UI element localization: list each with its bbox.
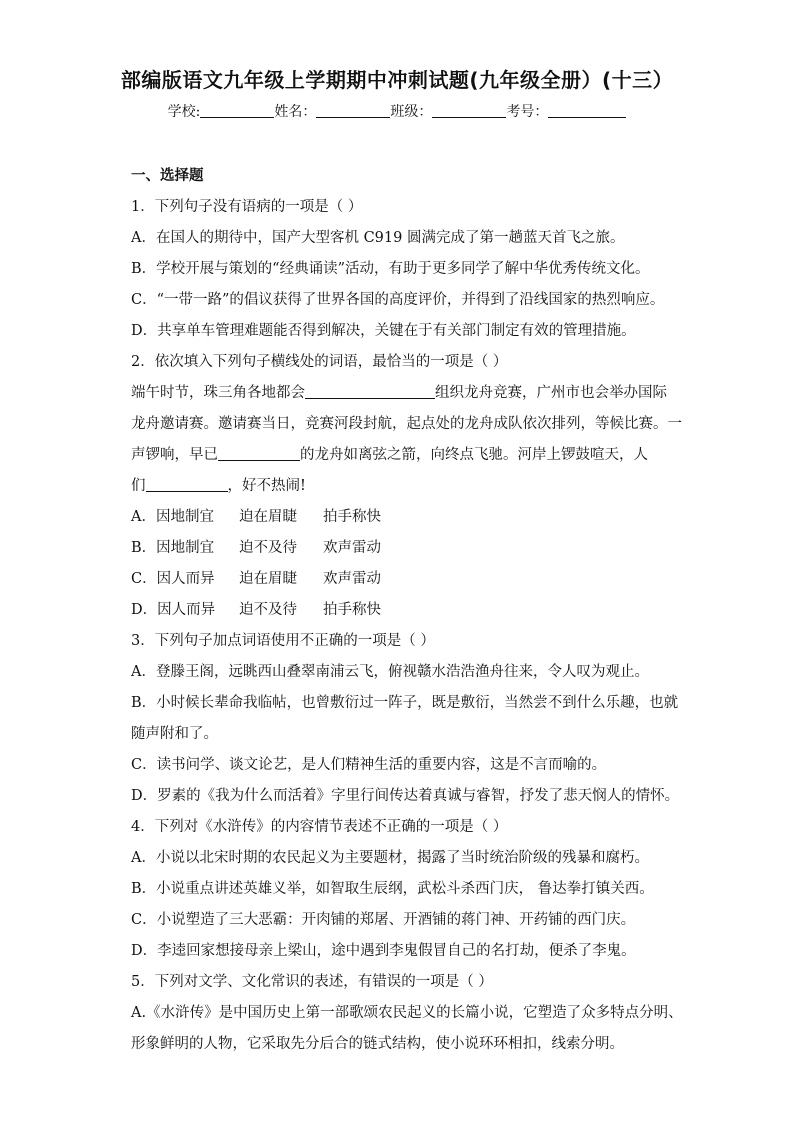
q4-option-a: A．小说以北宋时期的农民起义为主要题材，揭露了当时统治阶级的残暴和腐朽。 <box>131 850 649 866</box>
option-word: B．因地制宜 <box>131 540 215 556</box>
q5-option-a-cont: 形象鲜明的人物，它采取先分后合的链式结构，使小说环环相扣，线索分明。 <box>131 1036 624 1052</box>
q2-passage-text: 的龙舟如离弦之箭，向终点飞驰。河岸上锣鼓喧天，人 <box>300 447 648 463</box>
q1-stem: 1．下列句子没有语病的一项是（ ） <box>131 199 363 215</box>
q3-option-b: B．小时候长辈命我临帖，也曾敷衍过一阵子，既是敷衍，当然尝不到什么乐趣，也就 <box>131 695 679 711</box>
option-word: 迫在眉睫 <box>239 571 297 587</box>
q3-option-b-cont: 随声附和了。 <box>131 726 218 742</box>
class-label: 班级： <box>390 104 433 120</box>
q1-option-b: B．学校开展与策划的“经典诵读”活动，有助于更多同学了解中华优秀传统文化。 <box>131 261 650 277</box>
q2-passage-text: ，好不热闹! <box>227 478 306 494</box>
q2-passage-line <box>131 382 671 413</box>
option-word: C．因人而异 <box>131 571 215 587</box>
q1-option-c: C．“一带一路”的倡议获得了世界各国的高度评价，并得到了沿线国家的热烈响应。 <box>131 292 665 308</box>
q4-option-c: C．小说塑造了三大恶霸：开肉铺的郑屠、开酒铺的蒋门神、开药铺的西门庆。 <box>131 912 636 928</box>
q4-option-b: B．小说重点讲述英雄义举，如智取生辰纲，武松斗杀西门庆， 鲁达拳打镇关西。 <box>131 881 654 897</box>
q2-stem: 2．依次填入下列句子横线处的词语，最恰当的一项是（ ） <box>131 354 508 370</box>
q2-option-b <box>131 537 671 568</box>
section-heading: 一、选择题 <box>131 168 204 184</box>
q3-option-c: C．读书问学、谈文论艺，是人们精神生活的重要内容，这是不言而喻的。 <box>131 757 607 773</box>
option-word: 拍手称快 <box>323 509 381 525</box>
q5-option-a: A.《水浒传》是中国历史上第一部歌颂农民起义的长篇小说，它塑造了众多特点分明、 <box>131 1005 683 1021</box>
option-word: 迫不及待 <box>239 602 297 618</box>
q2-passage-text: 端午时节，珠三角各地都会 <box>131 385 305 401</box>
q2-blank-2 <box>218 446 300 461</box>
option-word: D．因人而异 <box>131 602 216 618</box>
q2-passage-text: 们 <box>131 478 146 494</box>
option-word: 迫在眉睫 <box>239 509 297 525</box>
q2-option-a <box>131 506 671 537</box>
q2-passage-line <box>131 475 671 506</box>
exam-title: 部编版语文九年级上学期期中冲刺试题(九年级全册）(十三） <box>120 68 674 92</box>
id-blank[interactable] <box>548 103 626 118</box>
school-blank[interactable] <box>200 103 274 118</box>
questions-body <box>131 165 683 1064</box>
q1-option-a: A．在国人的期待中，国产大型客机 C919 圆满完成了第一趟蓝天首飞之旅。 <box>131 230 625 246</box>
q4-stem: 4．下列对《水浒传》的内容情节表述不正确的一项是（ ） <box>131 819 508 835</box>
name-blank[interactable] <box>316 103 390 118</box>
q2-blank-1 <box>305 384 435 399</box>
q3-stem: 3．下列句子加点词语使用不正确的一项是（ ） <box>131 633 435 649</box>
option-word: 迫不及待 <box>239 540 297 556</box>
option-word: 欢声雷动 <box>323 540 381 556</box>
student-info-line <box>0 101 794 121</box>
q2-passage-text: 声锣响，早已 <box>131 447 218 463</box>
q2-option-c <box>131 568 671 599</box>
q5-stem: 5．下列对文学、文化常识的表述，有错误的一项是（ ） <box>131 974 493 990</box>
option-word: A．因地制宜 <box>131 509 214 525</box>
q2-passage-line <box>131 444 671 475</box>
q3-option-a: A．登滕王阁，远眺西山叠翠南浦云飞，俯视赣水浩浩渔舟往来，令人叹为观止。 <box>131 664 649 680</box>
q3-option-d: D．罗素的《我为什么而活着》字里行间传达着真诚与睿智，抒发了悲天悯人的情怀。 <box>131 788 680 804</box>
q1-option-d: D．共享单车管理难题能否得到解决，关键在于有关部门制定有效的管理措施。 <box>131 323 636 339</box>
q2-passage-text: 组织龙舟竞赛，广州市也会举办国际 <box>435 385 667 401</box>
id-label: 考号： <box>506 104 549 120</box>
q2-blank-3 <box>146 477 228 492</box>
class-blank[interactable] <box>432 103 506 118</box>
option-word: 欢声雷动 <box>323 571 381 587</box>
q4-option-d: D．李逵回家想接母亲上梁山，途中遇到李鬼假冒自己的名打劫，便杀了李鬼。 <box>131 943 636 959</box>
q2-option-d <box>131 599 671 630</box>
school-label: 学校: <box>167 104 201 120</box>
name-label: 姓名： <box>274 104 317 120</box>
option-word: 拍手称快 <box>323 602 381 618</box>
q2-passage-line: 龙舟邀请赛。邀请赛当日，竞赛河段封航，起点处的龙舟成队依次排列，等候比赛。一 <box>131 416 682 432</box>
